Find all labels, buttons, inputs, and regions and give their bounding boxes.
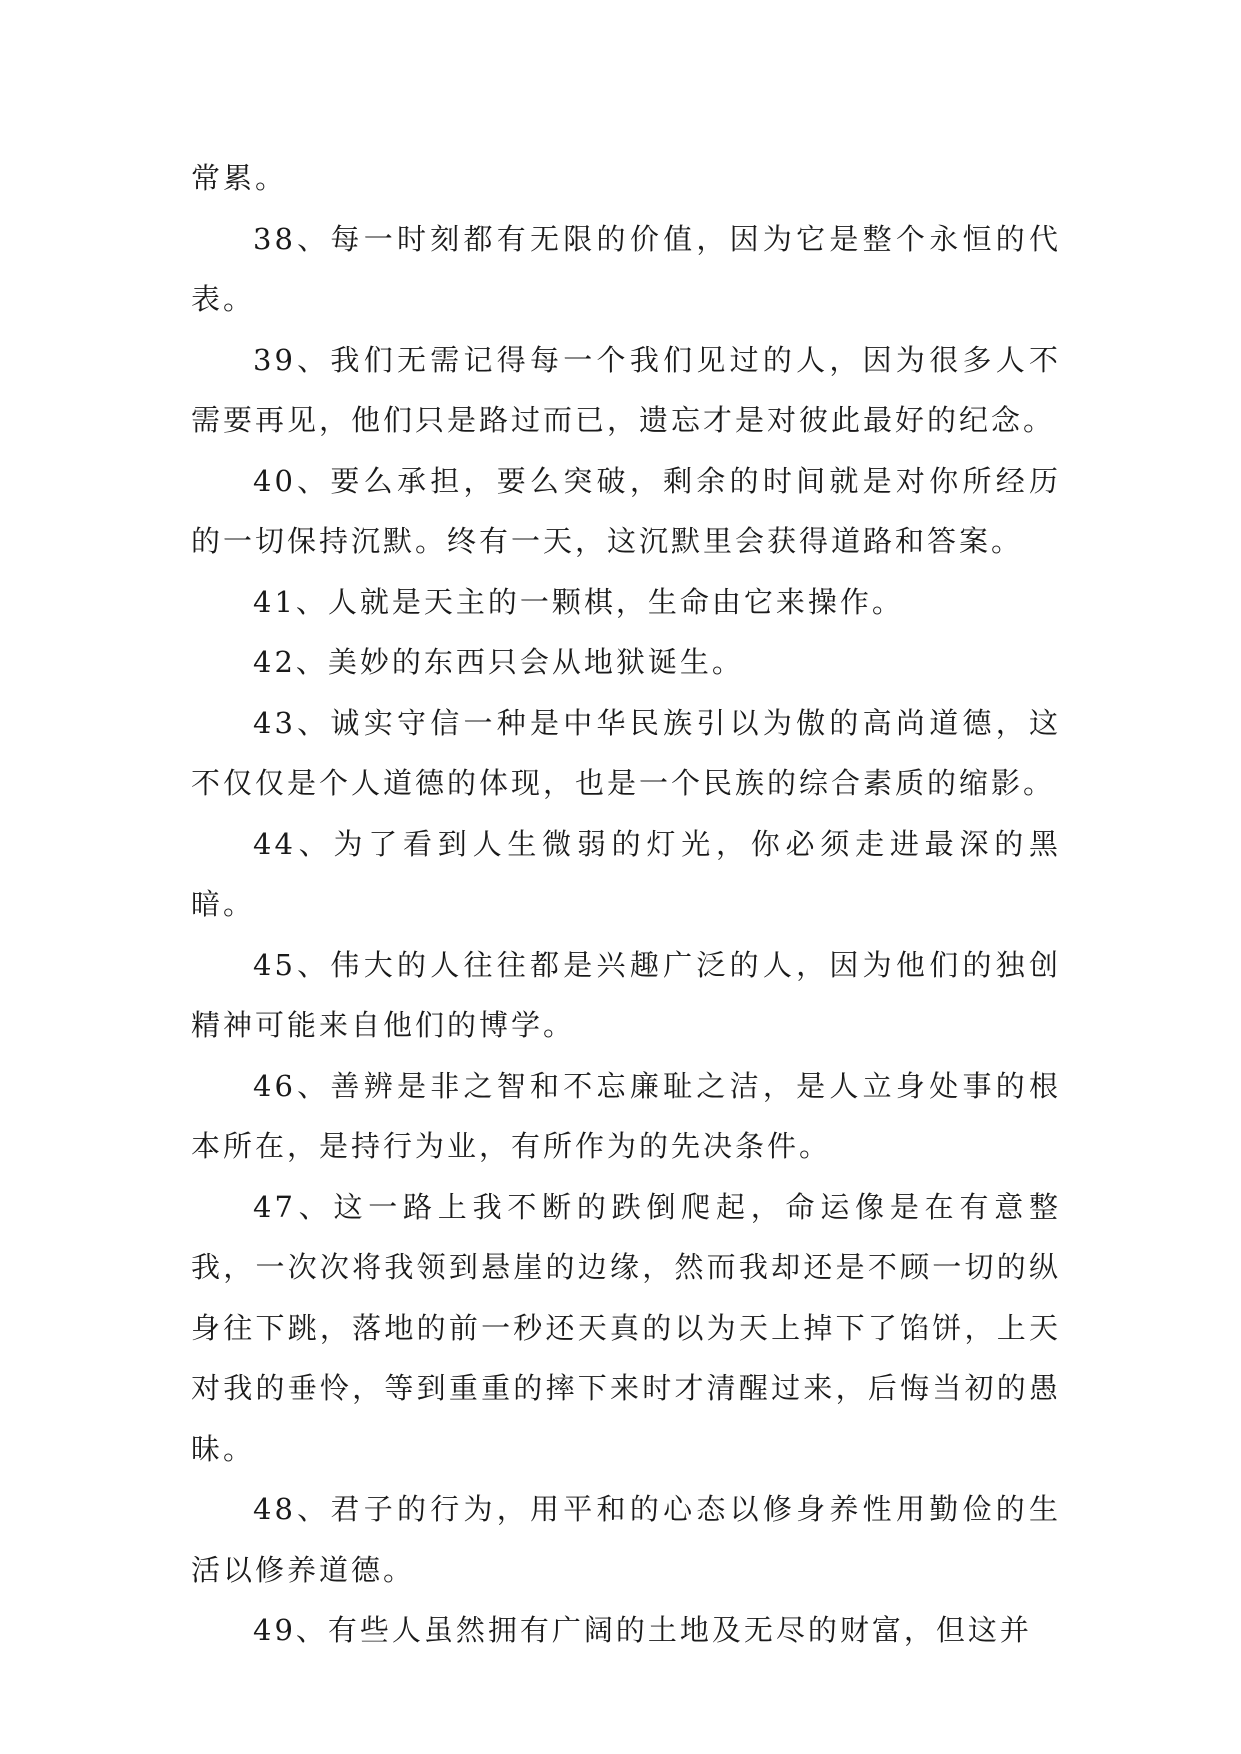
paragraph-42: 42、美妙的东西只会从地狱诞生。	[253, 645, 744, 679]
paragraph-continuation: 常累。	[191, 161, 288, 195]
paragraph-48: 48、君子的行为，用平和的心态以修身养性用勤俭的生活以修养道德。	[191, 1492, 1061, 1587]
body-text	[191, 148, 1061, 1661]
paragraph-45: 45、伟大的人往往都是兴趣广泛的人，因为他们的独创精神可能来自他们的博学。	[191, 947, 1061, 1042]
paragraph-38: 38、每一时刻都有无限的价值，因为它是整个永恒的代表。	[191, 221, 1061, 316]
paragraph-44: 44、为了看到人生微弱的灯光，你必须走进最深的黑暗。	[191, 826, 1061, 921]
paragraph-43: 43、诚实守信一种是中华民族引以为傲的高尚道德，这不仅仅是个人道德的体现，也是一个民族的综合素质的缩影。	[191, 705, 1061, 800]
paragraph-47: 47、这一路上我不断的跌倒爬起，命运像是在有意整我，一次次将我领到悬崖的边缘，然而我却还是不顾一切的纵身往下跳，落地的前一秒还天真的以为天上掉下了馅饼，上天对我的垂怜，等到重重的摔下来时才清醒过来，后悔当初的愚昧。	[191, 1189, 1061, 1466]
paragraph-49: 49、有些人虽然拥有广阔的土地及无尽的财富，但这并	[253, 1613, 1032, 1647]
paragraph-46: 46、善辨是非之智和不忘廉耻之洁，是人立身处事的根本所在，是持行为业，有所作为的先决条件。	[191, 1068, 1061, 1163]
paragraph-39: 39、我们无需记得每一个我们见过的人，因为很多人不需要再见，他们只是路过而已，遗忘才是对彼此最好的纪念。	[191, 342, 1061, 437]
paragraph-40: 40、要么承担，要么突破，剩余的时间就是对你所经历的一切保持沉默。终有一天，这沉默里会获得道路和答案。	[191, 463, 1061, 558]
paragraph-41: 41、人就是天主的一颗棋，生命由它来操作。	[253, 584, 904, 619]
